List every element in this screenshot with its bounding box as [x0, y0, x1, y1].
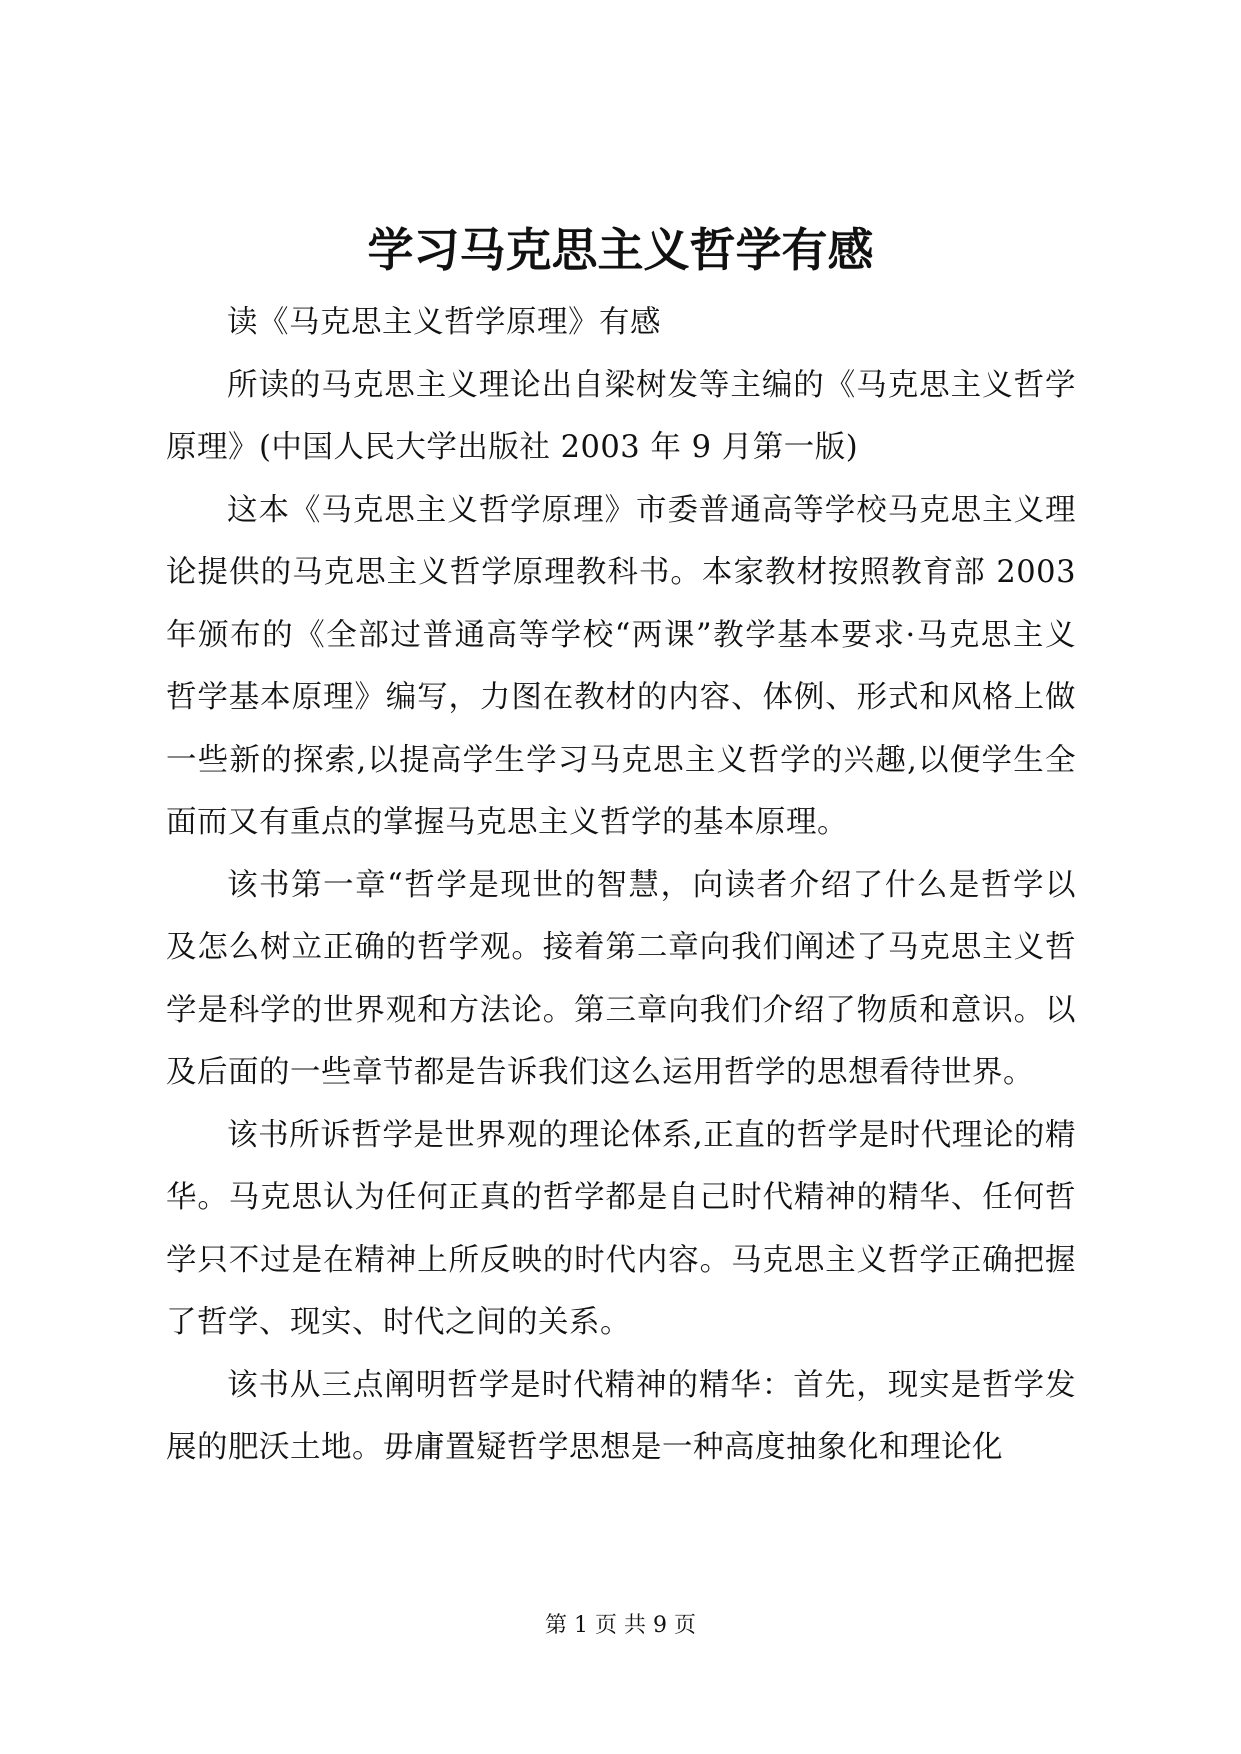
paragraph-philosophy-essence: 该书所诉哲学是世界观的理论体系,正直的哲学是时代理论的精华。马克思认为任何正真的哲学都是自己时代精神的精华、任何哲学只不过是在精神上所反映的时代内容。马克思主义哲学正确把握了哲学、现实、时代之间的关系。	[166, 1117, 1076, 1340]
page-footer	[0, 1611, 1241, 1641]
page-number: 第 1 页 共 9 页	[545, 1613, 696, 1638]
paragraph-three-points: 该书从三点阐明哲学是时代精神的精华：首先，现实是哲学发展的肥沃土地。毋庸置疑哲学思想是一种高度抽象化和理论化	[166, 1367, 1076, 1465]
paragraph-source: 所读的马克思主义理论出自梁树发等主编的《马克思主义哲学原理》(中国人民大学出版社 2003 年 9 月第一版)	[166, 367, 1076, 465]
paragraph-subtitle: 读《马克思主义哲学原理》有感	[227, 305, 661, 340]
paragraph-chapters: 该书第一章“哲学是现世的智慧，向读者介绍了什么是哲学以及怎么树立正确的哲学观。接着第二章向我们阐述了马克思主义哲学是科学的世界观和方法论。第三章向我们介绍了物质和意识。以及后面的一些章节都是告诉我们这么运用哲学的思想看待世界。	[166, 867, 1076, 1090]
document-title: 学习马克思主义哲学有感	[367, 223, 874, 277]
paragraph-textbook-intro: 这本《马克思主义哲学原理》市委普通高等学校马克思主义理论提供的马克思主义哲学原理教科书。本家教材按照教育部 2003 年颁布的《全部过普通高等学校“两课”教学基本要求·马克思主义哲学基本原理》编写，力图在教材的内容、体例、形式和风格上做一些新的探索,以提高学生学习马克思主义哲学的兴趣,以便学生全面而又有重点的掌握马克思主义哲学的基本原理。	[166, 492, 1076, 840]
document-body	[166, 292, 1076, 1480]
